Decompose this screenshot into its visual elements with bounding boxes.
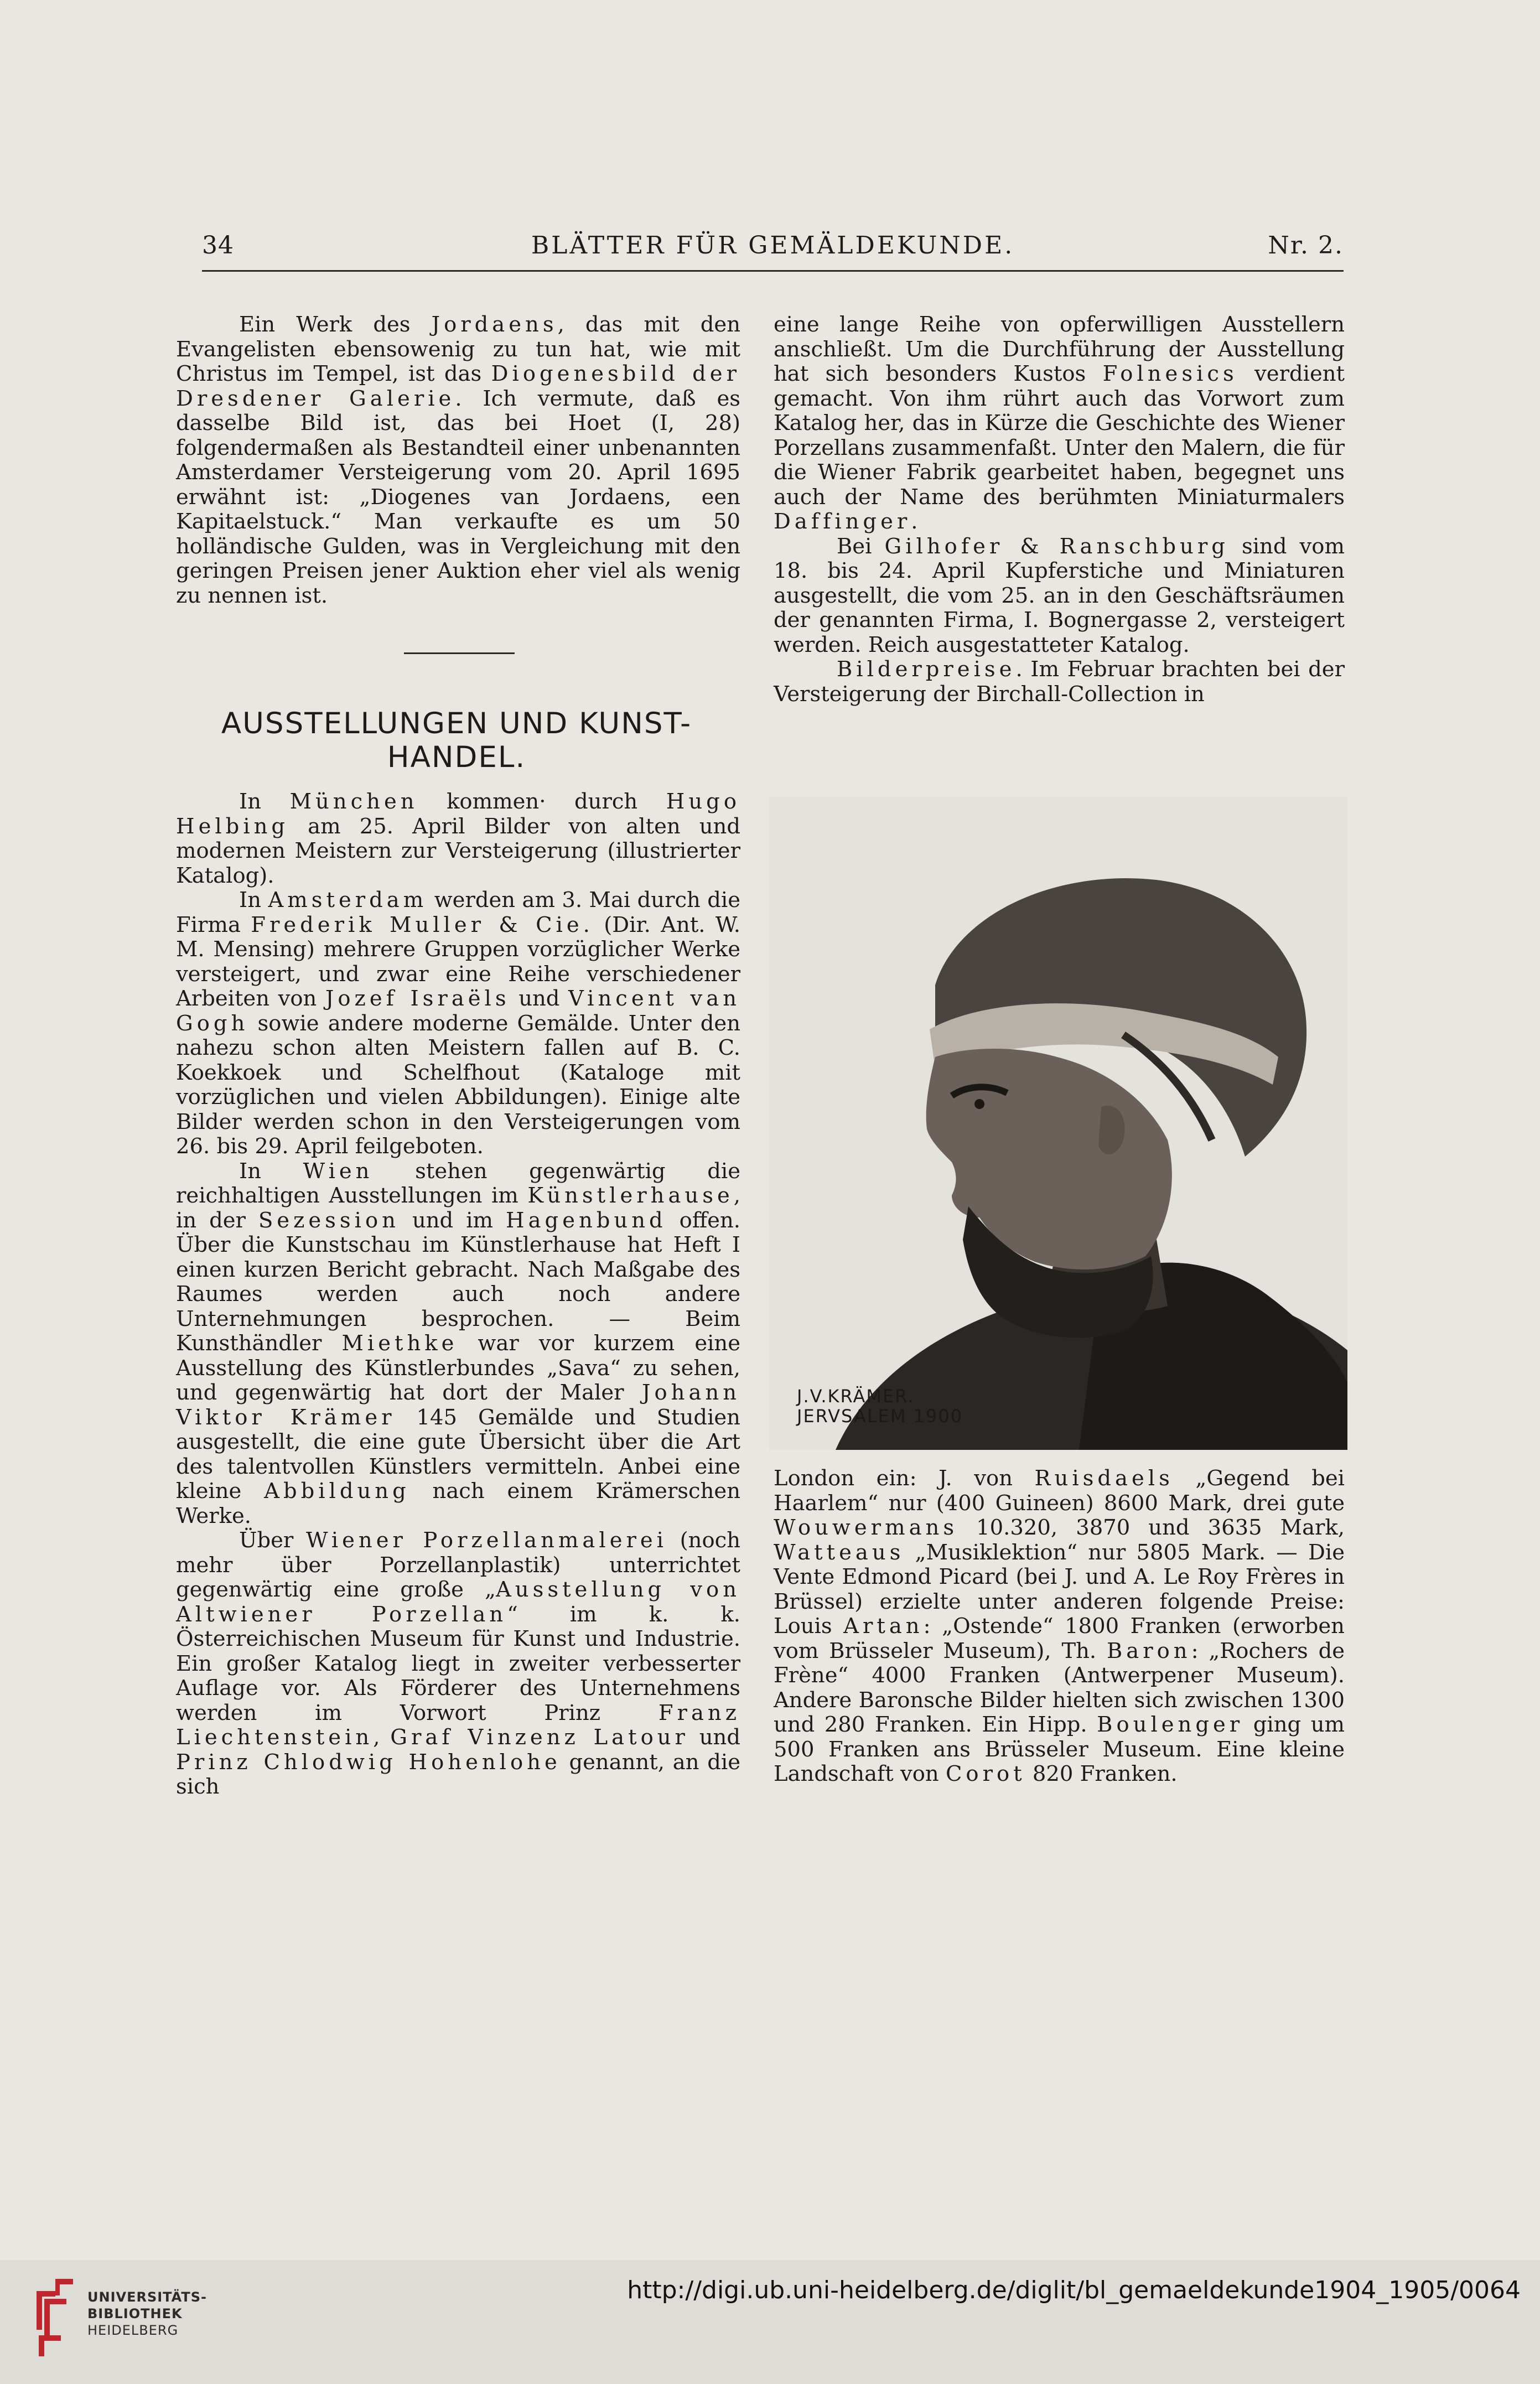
permalink-url[interactable]: http://digi.ub.uni-heidelberg.de/diglit/bl_gemaeldekunde1904_1905/0064 — [627, 2276, 1521, 2304]
section-separator — [404, 652, 515, 654]
paragraph-amsterdam: In Amsterdam werden am 3. Mai durch die Firma Frederik Muller & Cie. (Dir. Ant. W. M. Mensing) mehrere Gruppen vorzüglicher Werke versteigert, und zwar eine Reihe verschiedener Arbeiten von Jozef Israëls und Vincent van Gogh sowie andere moderne Gemälde. Unter den nahezu schon alten Meistern fallen auf B. C. Koekkoek und Schelfhout (Kataloge mit vorzüglichen und vielen Abbildungen). Einige alte Bilder werden schon in den Versteigerungen vom 26. bis 29. April feilgeboten. — [176, 888, 741, 1159]
right-column-bottom — [774, 1466, 1345, 1787]
page-header — [202, 231, 1344, 276]
paragraph-wien: In Wien stehen gegenwärtig die reichhaltigen Ausstellungen im Künstlerhause, in der Sezession und im Hagenbund offen. Über die Kunstschau im Künstlerhause hat Heft I einen kurzen Bericht gebracht. Nach Maßgabe des Raumes werden auch noch andere Unternehmungen besprochen. — Beim Kunsthändler Miethke war vor kurzem eine Ausstellung des Künstlerbundes „Sava“ zu sehen, und gegenwärtig hat dort der Maler Johann Viktor Krämer 145 Gemälde und Studien ausgestellt, die eine gute Übersicht über die Art des talentvollen Künstlers vermitteln. Anbei eine kleine Abbildung nach einem Krämerschen Werke. — [176, 1158, 740, 1528]
ub-heidelberg-logo-icon — [33, 2274, 75, 2360]
issue-number: Nr. 2. — [1268, 231, 1344, 260]
artist-signature: J.V.KRÄMER. JERVSALEM 1900 — [797, 1386, 963, 1427]
portrait-illustration — [769, 797, 1347, 1450]
running-title: BLÄTTER FÜR GEMÄLDEKUNDE. — [531, 231, 1015, 260]
paragraph-muenchen: In München kommen· durch Hugo Helbing am 25. April Bilder von alten und modernen Meistern zur Versteigerung (illustrierter Katalog). — [176, 789, 740, 888]
paragraph-bilderpreise: Bilderpreise. Im Februar brachten bei der Versteigerung der Birchall-Collection in — [774, 657, 1345, 707]
paragraph-london: London ein: J. von Ruisdaels „Gegend bei Haarlem“ nur (400 Guineen) 8600 Mark, drei gute Wouwermans 10.320, 3870 und 3635 Mark, Watteaus „Musiklektion“ nur 5805 Mark. — Die Vente Edmond Picard (bei J. und A. Le Roy Frères in Brüssel) erzielte unter anderen folgende Preise: Louis Artan: „Ostende“ 1800 Franken (erworben vom Brüsseler Museum), Th. Baron: „Rochers de Frène“ 4000 Franken (Antwerpener Museum). Andere Baronsche Bilder hielten sich zwischen 1300 und 280 Franken. Ein Hipp. Boulenger ging um 500 Franken ans Brüsseler Museum. Eine kleine Landschaft von Corot 820 Franken. — [774, 1466, 1345, 1786]
left-column-main — [176, 790, 740, 1800]
header-rule — [202, 270, 1344, 272]
right-column-top — [774, 313, 1345, 707]
paragraph-jordaens: Ein Werk des Jordaens, das mit den Evangelisten ebensowenig zu tun hat, wie mit Christus im Tempel, ist das Diogenesbild der Dresdener Galerie. Ich vermute, daß es dasselbe Bild ist, das bei Hoet (I, 28) folgendermaßen als Bestandteil einer unbenannten Amsterdamer Versteigerung vom 20. April 1695 erwähnt ist: „Diogenes van Jordaens, een Kapitaelstuck.“ Man verkaufte es um 50 holländische Gulden, was in Vergleichung mit den geringen Preisen jener Auktion eher viel als wenig zu nennen ist. — [176, 312, 740, 608]
section-title: AUSSTELLUNGEN UND KUNST- HANDEL. — [221, 707, 692, 774]
paragraph-aussteller: eine lange Reihe von opferwilligen Ausstellern anschließt. Um die Durchführung der Ausstellung hat sich besonders Kustos Folnesics verdient gemacht. Von ihm rührt auch das Vorwort zum Katalog her, das in Kürze die Geschichte des Wiener Porzellans zusammenfaßt. Unter den Malern, die für die Wiener Fabrik gearbeitet haben, begegnet uns auch der Name des berühmten Miniaturmalers Daffinger. — [774, 312, 1345, 534]
portrait-drawing — [769, 797, 1347, 1450]
paragraph-porzellan: Über Wiener Porzellanmalerei (noch mehr über Porzellanplastik) unterrichtet gegenwärtig eine große „Ausstellung von Altwiener Porzellan“ im k. k. Österreichischen Museum für Kunst und Industrie. Ein großer Katalog liegt in zweiter verbesserter Auflage vor. Als Förderer des Unternehmens werden im Vorwort Prinz Franz Liechtenstein, Graf Vinzenz Latour und Prinz Chlodwig Hohenlohe genannt, an die sich — [176, 1528, 741, 1799]
paragraph-gilhofer: Bei Gilhofer & Ranschburg sind vom 18. bis 24. April Kupferstiche und Miniaturen ausgestellt, die vom 25. an in den Geschäftsräumen der genannten Firma, I. Bognergasse 2, versteigert werden. Reich ausgestatteter Katalog. — [774, 533, 1345, 657]
left-column-top — [176, 313, 740, 608]
page-number: 34 — [202, 231, 234, 260]
library-name: UNIVERSITÄTS- BIBLIOTHEK HEIDELBERG — [87, 2289, 208, 2338]
